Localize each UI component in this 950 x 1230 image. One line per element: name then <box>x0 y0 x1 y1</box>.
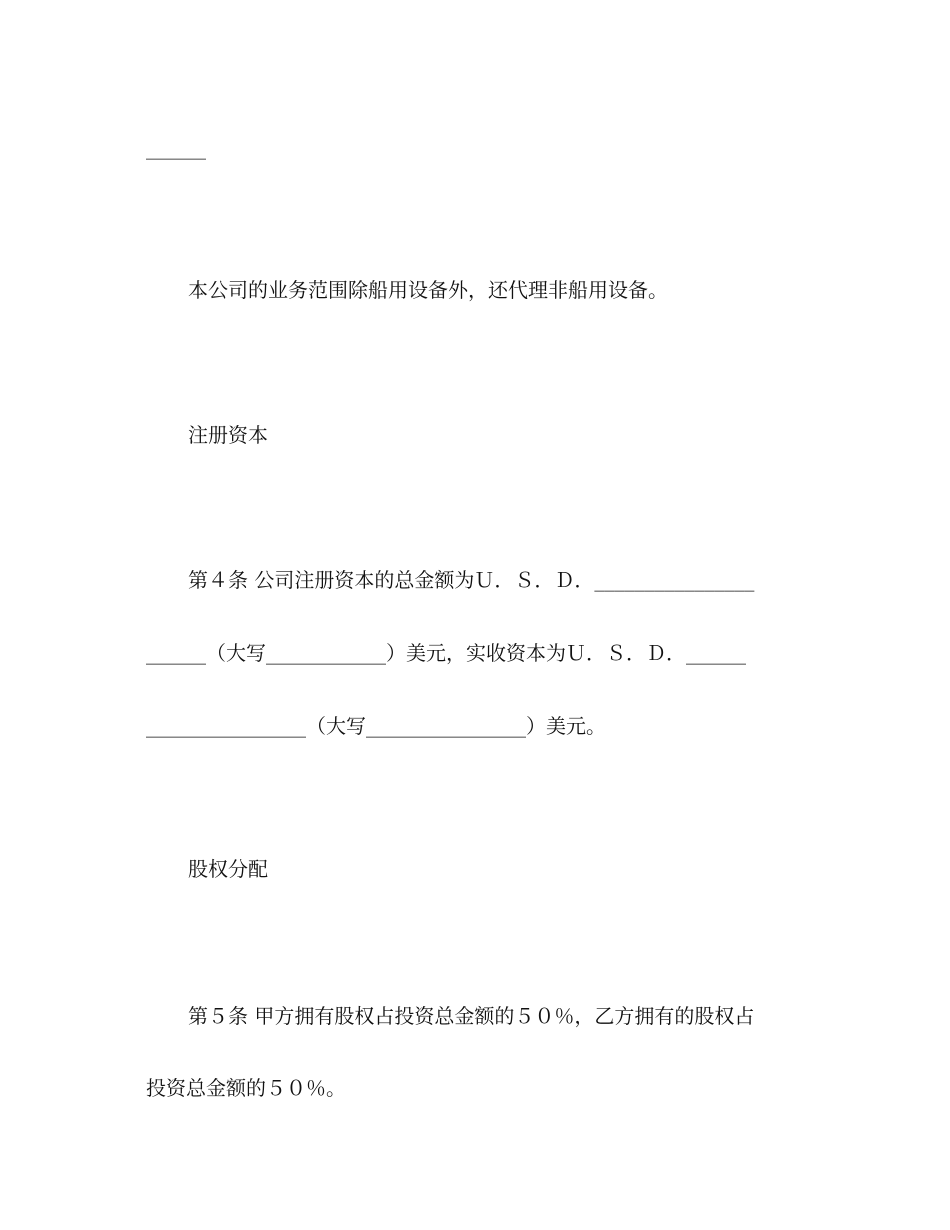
section-heading-registered-capital: 注册资本 <box>188 423 268 447</box>
article-4-line-2: ______（大写____________）美元，实收资本为Ｕ．Ｓ．Ｄ．______ <box>146 641 746 665</box>
article-5-line-2: 投资总金额的５０％。 <box>146 1076 346 1100</box>
business-scope-paragraph: 本公司的业务范围除船用设备外，还代理非船用设备。 <box>188 278 668 302</box>
article-5-line-1: 第５条 甲方拥有股权占投资总金额的５０％，乙方拥有的股权占 <box>188 1004 755 1028</box>
article-4-line-3: ________________（大写________________）美元。 <box>146 714 606 738</box>
article-4-line-1: 第４条 公司注册资本的总金额为Ｕ．Ｓ．Ｄ．________________ <box>188 568 755 592</box>
section-heading-equity-distribution: 股权分配 <box>188 857 268 881</box>
blank-underline: ______ <box>146 136 206 160</box>
